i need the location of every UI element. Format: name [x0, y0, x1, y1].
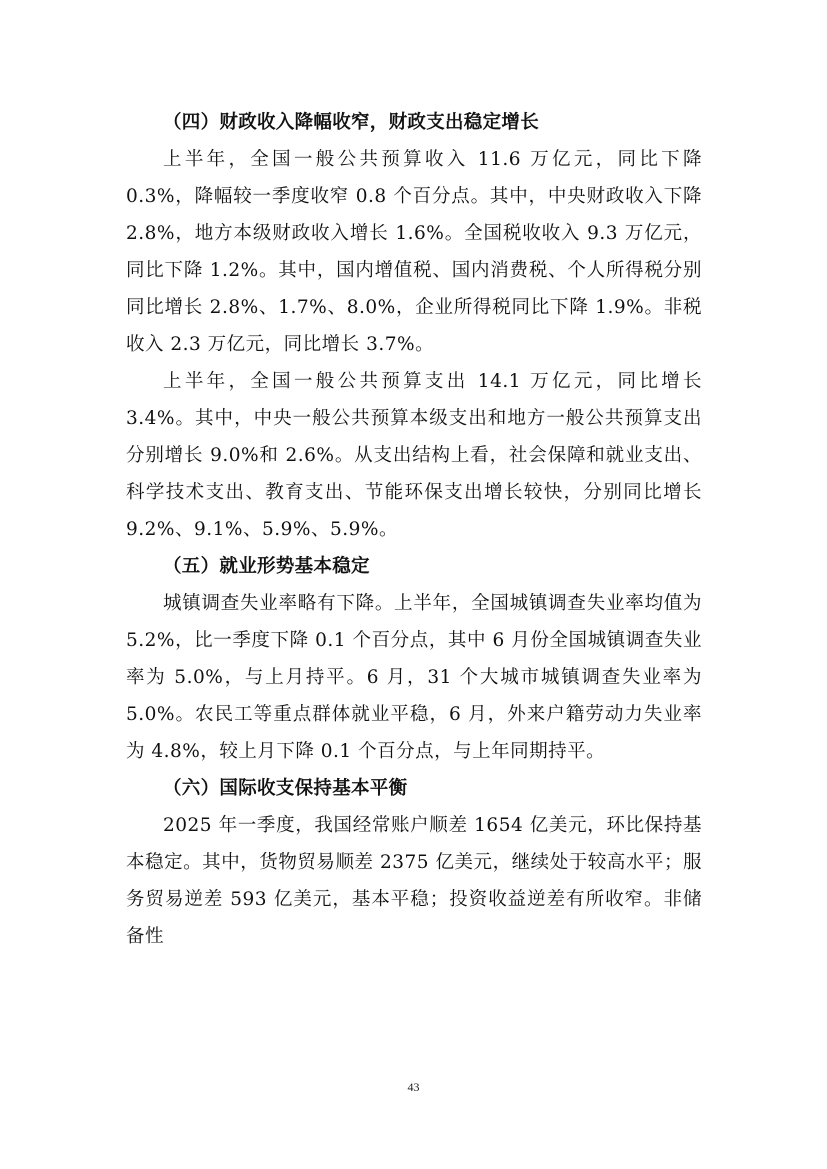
section-heading-fiscal: （四）财政收入降幅收窄，财政支出稳定增长 [163, 112, 540, 133]
paragraph-balance-of-payments: 2025 年一季度，我国经常账户顺差 1654 亿美元，环比保持基本稳定。其中，货物贸易顺差 2375 亿美元，继续处于较高水平；服务贸易逆差 593 亿美元，基本平稳；投资收益逆差有所收窄。非储备性 [126, 815, 702, 947]
paragraph-fiscal-expenditure: 上半年，全国一般公共预算支出 14.1 万亿元，同比增长 3.4%。其中，中央一般公共预算本级支出和地方一般公共预算支出分别增长 9.0%和 2.6%。从支出结构上看，社会保障和就业支出、科学技术支出、教育支出、节能环保支出增长较快，分别同比增长 9.2%、9.1%、5.9%、5.9%。 [126, 371, 702, 540]
paragraph-fiscal-revenue: 上半年，全国一般公共预算收入 11.6 万亿元，同比下降 0.3%，降幅较一季度收窄 0.8 个百分点。其中，中央财政收入下降 2.8%，地方本级财政收入增长 1.6%。全国税收收入 9.3 万亿元，同比下降 1.2%。其中，国内增值税、国内消费税、个人所得税分别同比增长 2.8%、1.7%、8.0%，企业所得税同比下降 1.9%。非税收入 2.3 万亿元，同比增长 3.7%。 [126, 149, 702, 355]
page-number: 43 [407, 1080, 420, 1094]
paragraph-employment: 城镇调查失业率略有下降。上半年，全国城镇调查失业率均值为 5.2%，比一季度下降 0.1 个百分点，其中 6 月份全国城镇调查失业率为 5.0%，与上月持平。6 月，31 个大城市城镇调查失业率为 5.0%。农民工等重点群体就业平稳，6 月，外来户籍劳动力失业率为 4.8%，较上月下降 0.1 个百分点，与上年同期持平。 [126, 593, 702, 762]
section-heading-balance-of-payments: （六）国际收支保持基本平衡 [163, 778, 408, 799]
document-body [126, 104, 702, 955]
section-heading-employment: （五）就业形势基本稳定 [163, 556, 370, 577]
